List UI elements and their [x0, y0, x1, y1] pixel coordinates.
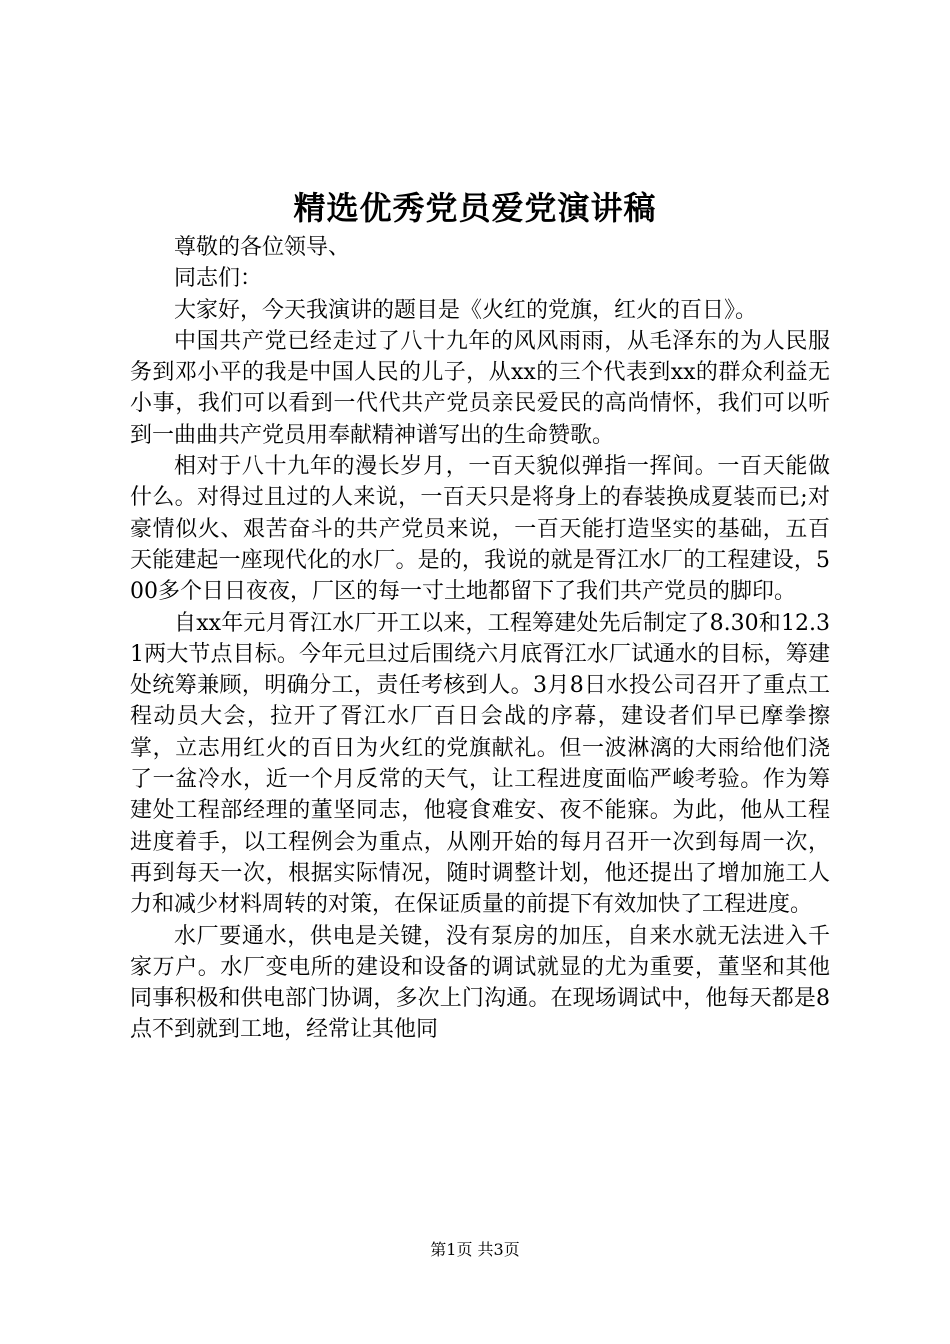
paragraph-history: 中国共产党已经走过了八十九年的风风雨雨，从毛泽东的为人民服务到邓小平的我是中国人民的儿子，从xx的三个代表到xx的群众利益无小事，我们可以看到一代代共产党员亲民爱民的高尚情怀，我们可以听到一曲曲共产党员用奉献精神谱写出的生命赞歌。: [130, 328, 830, 448]
paragraph-hundred-days: 相对于八十九年的漫长岁月，一百天貌似弹指一挥间。一百天能做什么。对得过且过的人来说，一百天只是将身上的春装换成夏装而已;对豪情似火、艰苦奋斗的共产党员来说，一百天能打造坚实的基础，五百天能建起一座现代化的水厂。是的，我说的就是胥江水厂的工程建设，500多个日日夜夜，厂区的每一寸土地都留下了我们共产党员的脚印。: [130, 454, 830, 605]
paragraph-construction: 自xx年元月胥江水厂开工以来，工程筹建处先后制定了8.30和12.31两大节点目标。今年元旦过后围绕六月底胥江水厂试通水的目标，筹建处统筹兼顾，明确分工，责任考核到人。3月8日水投公司召开了重点工程动员大会，拉开了胥江水厂百日会战的序幕，建设者们早已摩拳擦掌，立志用红火的百日为火红的党旗献礼。但一波淋漓的大雨给他们浇了一盆冷水，近一个月反常的天气，让工程进度面临严峻考验。作为筹建处工程部经理的董坚同志，他寝食难安、夜不能寐。为此，他从工程进度着手，以工程例会为重点，从刚开始的每月召开一次到每周一次，再到每天一次，根据实际情况，随时调整计划，他还提出了增加施工人力和减少材料周转的对策，在保证质量的前提下有效加快了工程进度。: [130, 610, 830, 918]
paragraph-salutation-1: 尊敬的各位领导、: [174, 235, 351, 260]
paragraph-intro: 大家好，今天我演讲的题目是《火红的党旗，红火的百日》。: [174, 297, 758, 323]
document-body: [130, 232, 830, 1046]
paragraph-power-supply: 水厂要通水，供电是关键，没有泵房的加压，自来水就无法进入千家万户。水厂变电所的建设和设备的调试就显的尤为重要，董坚和其他同事积极和供电部门协调，多次上门沟通。在现场调试中，他每天都是8点不到就到工地，经常让其他同: [130, 923, 830, 1043]
page-footer: 第1页 共3页: [430, 1240, 520, 1259]
page-title: 精选优秀党员爱党演讲稿: [293, 189, 657, 227]
paragraph-salutation-2: 同志们：: [174, 266, 263, 292]
